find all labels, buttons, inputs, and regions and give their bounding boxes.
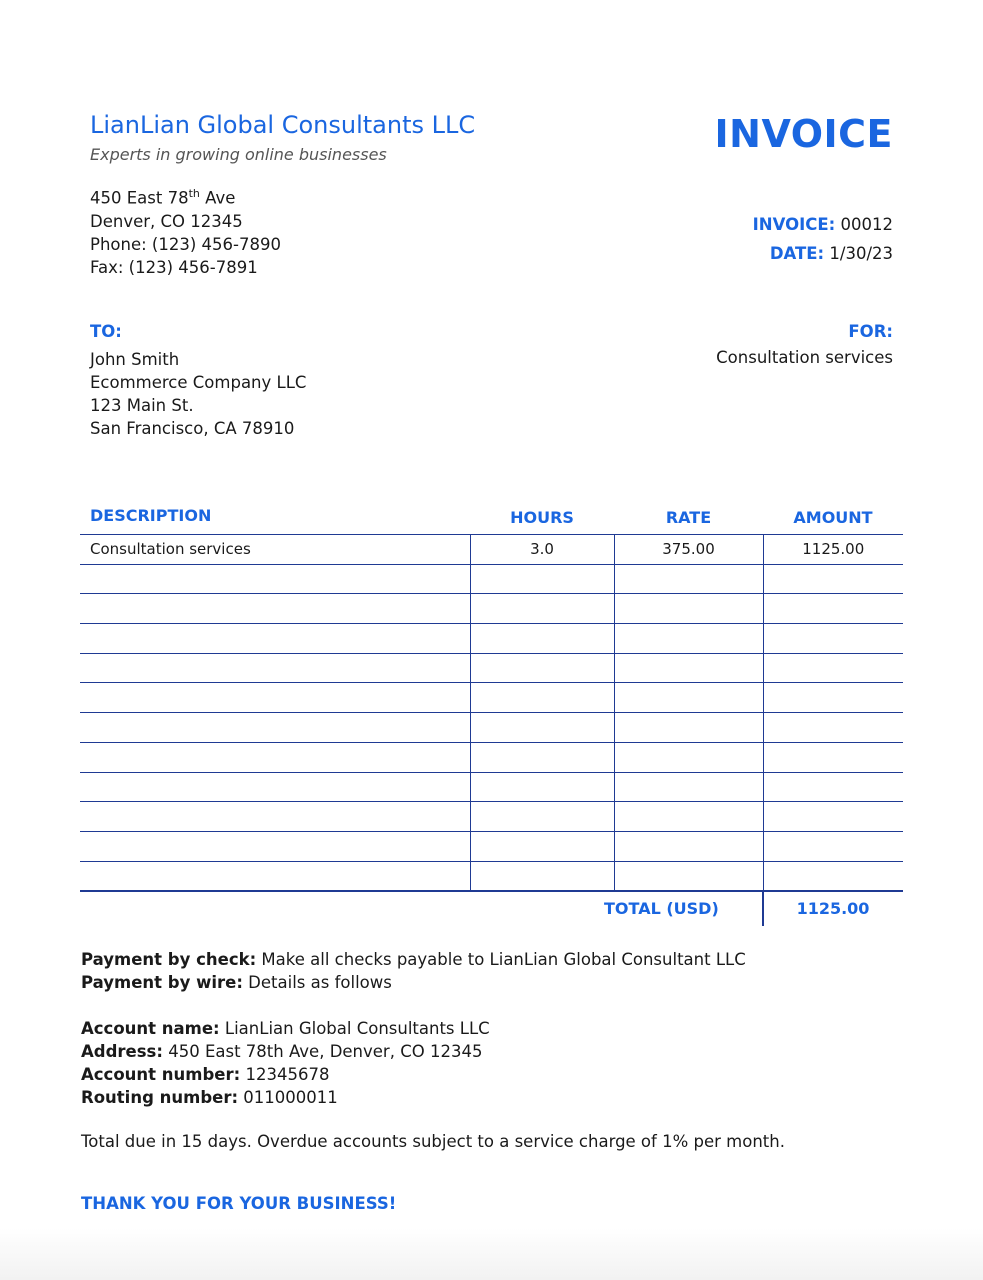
account-number: 12345678 [240,1065,330,1084]
cell-hours [470,831,614,861]
table-row [80,861,903,891]
line-items-table [80,534,903,892]
cell-rate [614,802,763,832]
bank-address-row [81,1040,490,1063]
table-row [80,653,903,683]
cell-description [80,683,470,713]
payment-wire-text: Details as follows [242,973,392,992]
table-row [80,564,903,594]
invoice-number-row [753,210,893,239]
street-suffix: Ave [199,188,236,208]
bank-address: 450 East 78th Ave, Denver, CO 12345 [162,1042,483,1061]
payment-wire [81,971,746,994]
header-amount: AMOUNT [793,508,873,527]
header-description: DESCRIPTION [90,506,212,525]
cell-hours [470,713,614,743]
cell-description: Consultation services [80,535,470,565]
cell-amount [763,772,903,802]
company-tagline: Experts in growing online businesses [90,145,387,164]
total-label: TOTAL (USD) [604,899,719,918]
invoice-date-label: DATE: [769,244,825,263]
cell-rate [614,683,763,713]
recipient-street: 123 Main St. [90,396,194,415]
cell-hours [470,772,614,802]
cell-rate [614,772,763,802]
account-number-label: Account number: [81,1065,241,1084]
cell-hours [470,624,614,654]
cell-rate [614,861,763,891]
cell-description [80,802,470,832]
cell-amount [763,683,903,713]
payment-check-text: Make all checks payable to LianLian Global Consultant LLC [256,950,746,969]
cell-amount [763,742,903,772]
account-number-row [81,1063,490,1086]
cell-hours [470,683,614,713]
table-row [80,535,903,565]
cell-amount [763,713,903,743]
company-city: Denver, CO 12345 [90,211,243,231]
recipient-block [90,348,306,440]
invoice-number-label: INVOICE: [752,215,836,234]
payment-methods [81,948,746,994]
account-name: LianLian Global Consultants LLC [219,1019,490,1038]
invoice-date-row [753,239,893,268]
street-sup: th [188,187,200,200]
bank-details [81,1017,490,1109]
payment-terms: Total due in 15 days. Overdue accounts subject to a service charge of 1% per month. [81,1132,785,1151]
cell-description [80,713,470,743]
cell-amount [763,624,903,654]
payment-check-label: Payment by check: [81,950,257,969]
street-prefix: 450 East 78 [90,188,189,208]
table-row [80,594,903,624]
payment-wire-label: Payment by wire: [81,973,243,992]
cell-amount [763,831,903,861]
total-value: 1125.00 [796,899,870,918]
cell-rate [614,742,763,772]
cell-amount [763,564,903,594]
cell-amount [763,653,903,683]
page-bottom-shade [0,1228,983,1280]
payment-check [81,948,746,971]
cell-rate [614,653,763,683]
table-row [80,772,903,802]
cell-hours [470,594,614,624]
table-row [80,683,903,713]
for-label: FOR: [848,322,893,341]
company-street [90,182,281,210]
to-label: TO: [90,322,122,341]
routing-number-row [81,1086,490,1109]
company-fax: Fax: (123) 456-7891 [90,257,258,277]
company-address [90,182,281,279]
table-row [80,713,903,743]
cell-description [80,624,470,654]
cell-amount [763,802,903,832]
cell-description [80,653,470,683]
header-rate: RATE [665,508,712,527]
cell-amount [763,594,903,624]
routing-number-label: Routing number: [81,1088,239,1107]
cell-hours: 3.0 [470,535,614,565]
account-name-label: Account name: [81,1019,220,1038]
cell-description [80,742,470,772]
table-row [80,742,903,772]
cell-hours [470,802,614,832]
company-phone: Phone: (123) 456-7890 [90,234,281,254]
table-row [80,802,903,832]
recipient-name: John Smith [90,350,180,369]
cell-hours [470,861,614,891]
cell-description [80,594,470,624]
cell-amount [763,861,903,891]
account-name-row [81,1017,490,1040]
cell-amount: 1125.00 [763,535,903,565]
recipient-city: San Francisco, CA 78910 [90,419,295,438]
routing-number: 011000011 [238,1088,338,1107]
invoice-meta [753,210,893,268]
cell-rate [614,624,763,654]
table-row [80,831,903,861]
bank-address-label: Address: [81,1042,163,1061]
cell-description [80,861,470,891]
cell-hours [470,742,614,772]
cell-rate [614,831,763,861]
cell-hours [470,564,614,594]
cell-rate [614,594,763,624]
thank-you-message: THANK YOU FOR YOUR BUSINESS! [81,1194,397,1213]
table-row [80,624,903,654]
invoice-date: 1/30/23 [829,244,893,263]
invoice-number: 00012 [840,215,893,234]
for-value: Consultation services [716,348,893,367]
header-hours: HOURS [510,508,574,527]
cell-description [80,564,470,594]
cell-rate [614,564,763,594]
cell-description [80,772,470,802]
invoice-title: INVOICE [714,112,893,156]
cell-description [80,831,470,861]
recipient-company: Ecommerce Company LLC [90,373,307,392]
company-name: LianLian Global Consultants LLC [90,111,476,139]
cell-rate: 375.00 [614,535,763,565]
cell-hours [470,653,614,683]
cell-rate [614,713,763,743]
